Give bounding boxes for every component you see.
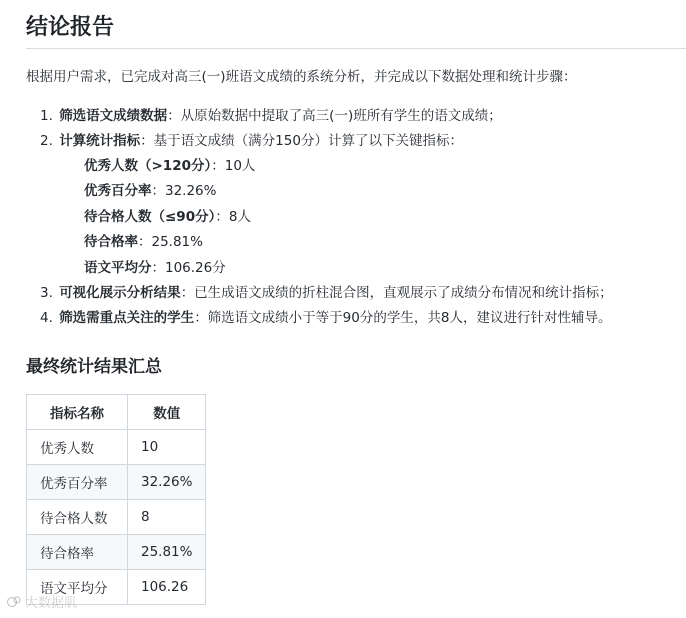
metric-label: 优秀百分率 <box>84 183 152 200</box>
step-item <box>40 129 613 281</box>
metric-label: 待合格人数（≤90分） <box>84 208 216 225</box>
metric-label: 待合格率 <box>84 234 138 251</box>
table-cell-metric: 语文平均分 <box>27 570 128 605</box>
metric-item <box>84 230 613 255</box>
step-item <box>40 306 613 331</box>
table-row <box>27 465 206 500</box>
metric-label: 优秀人数（>120分） <box>84 158 212 174</box>
bubble-logo-icon <box>6 594 22 610</box>
table-row <box>27 535 206 570</box>
table-cell-value: 10 <box>128 430 206 465</box>
table-cell-value: 8 <box>128 500 206 535</box>
step-label: 筛选语文成绩数据 <box>59 108 168 124</box>
summary-table <box>26 394 206 605</box>
metrics-list <box>40 154 613 281</box>
step-item <box>40 104 613 129</box>
metric-item <box>84 256 613 281</box>
column-header: 指标名称 <box>27 395 128 430</box>
step-label: 计算统计指标 <box>59 133 141 149</box>
table-cell-value: 106.26 <box>128 570 206 605</box>
metric-value: ：106.26分 <box>151 259 226 276</box>
table-cell-value: 25.81% <box>128 535 206 570</box>
step-item <box>40 281 613 306</box>
title-divider <box>26 48 686 49</box>
table-header-row <box>27 395 206 430</box>
metric-value: ：8人 <box>215 208 251 225</box>
watermark-text: 大数据肌 <box>25 596 78 611</box>
table-cell-metric: 优秀百分率 <box>27 465 128 500</box>
metric-item <box>84 154 613 179</box>
summary-title: 最终统计结果汇总 <box>26 357 162 377</box>
step-number: 2. <box>40 133 53 149</box>
step-text: ：已生成语文成绩的折柱混合图，直观展示了成绩分布情况和统计指标； <box>180 284 613 301</box>
step-text: ：基于语文成绩（满分150分）计算了以下关键指标： <box>140 133 463 149</box>
metric-label: 语文平均分 <box>84 259 152 276</box>
step-text: ：从原始数据中提取了高三(一)班所有学生的语文成绩； <box>167 108 502 124</box>
metric-item <box>84 179 613 204</box>
steps-list <box>40 104 613 331</box>
metric-item <box>84 205 613 230</box>
step-label: 筛选需重点关注的学生 <box>59 309 195 326</box>
table-cell-metric: 优秀人数 <box>27 430 128 465</box>
step-number: 3. <box>40 284 53 301</box>
metric-value: ：10人 <box>211 158 256 174</box>
watermark <box>6 592 77 611</box>
metric-value: ：25.81% <box>138 234 203 251</box>
step-text: ：筛选语文成绩小于等于90分的学生，共8人，建议进行针对性辅导。 <box>194 309 612 326</box>
metric-value: ：32.26% <box>151 183 217 200</box>
table-cell-value: 32.26% <box>128 465 206 500</box>
report-title: 结论报告 <box>26 15 115 40</box>
table-row <box>27 500 206 535</box>
report-intro: 根据用户需求，已完成对高三(一)班语文成绩的系统分析，并完成以下数据处理和统计步骤： <box>26 69 577 85</box>
column-header: 数值 <box>128 395 206 430</box>
step-label: 可视化展示分析结果 <box>59 284 181 301</box>
table-row <box>27 430 206 465</box>
table-cell-metric: 待合格率 <box>27 535 128 570</box>
table-cell-metric: 待合格人数 <box>27 500 128 535</box>
step-number: 1. <box>40 108 53 124</box>
step-number: 4. <box>40 309 53 326</box>
